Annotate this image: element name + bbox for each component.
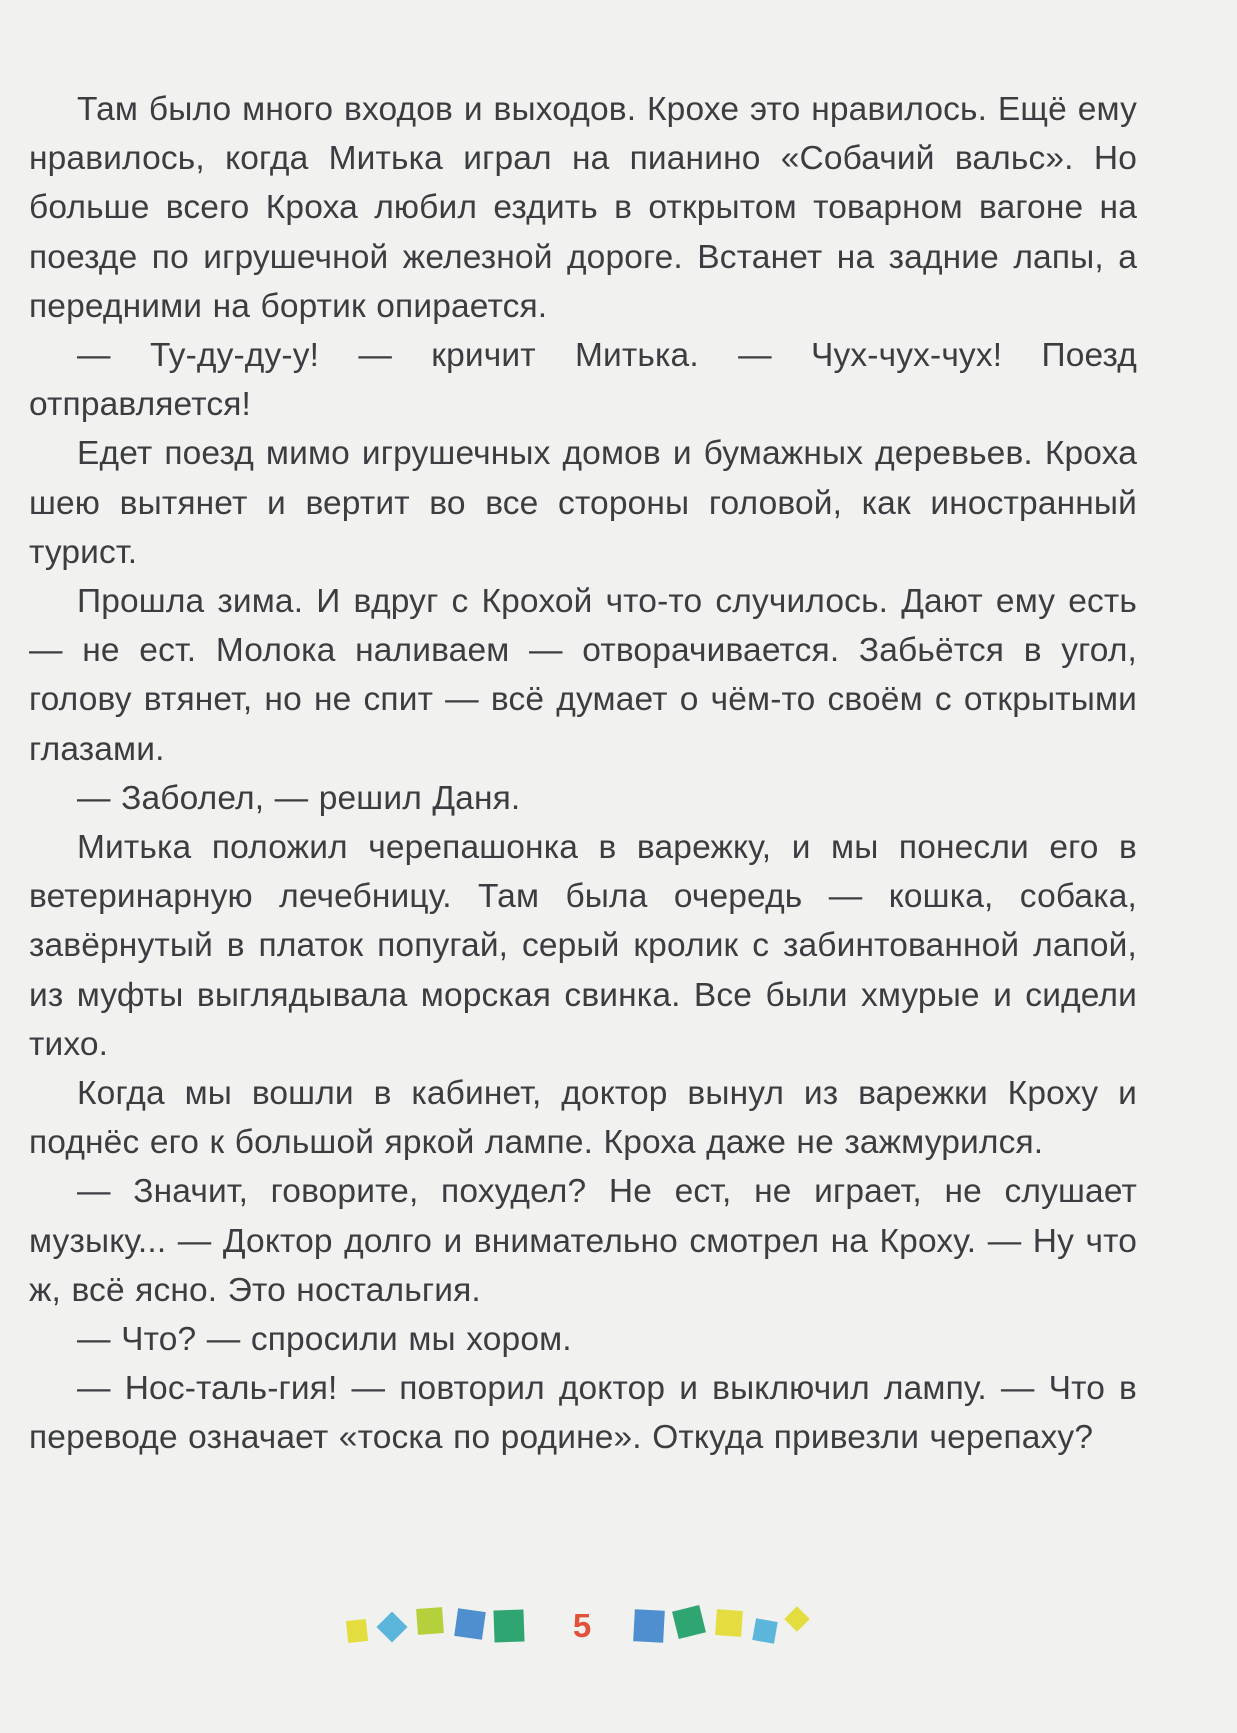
page-footer	[0, 1598, 1237, 1678]
decorative-square-left-3	[416, 1607, 444, 1635]
paragraph-5: — Заболел, — решил Даня.	[77, 779, 521, 817]
paragraph-1: Там было много входов и выходов. Крохе это нравилось. Ещё ему нравилось, когда Митька играл на пианино «Собачий вальс». Но больше всего Кроха любил ездить в открытом товарном вагоне на поезде по игрушечной железной дороге. Встанет на задние лапы, а передними на бортик опирается.	[29, 91, 1137, 325]
decorative-square-left-5	[493, 1609, 524, 1642]
paragraph-6: Митька положил черепашонка в варежку, и мы понесли его в ветеринарную лечебницу. Там была очередь — кошка, собака, завёрнутый в платок попугай, серый кролик с забинтованной лапой, из муфты выглядывала морская свинка. Все были хмурые и сидели тихо.	[29, 829, 1137, 1063]
decorative-square-right-4	[752, 1618, 777, 1643]
decorative-square-right-2	[672, 1605, 706, 1639]
page-text	[29, 85, 1137, 1463]
paragraph-9: — Что? — спросили мы хором.	[77, 1321, 572, 1359]
decorative-square-right-3	[715, 1609, 743, 1637]
paragraph-7: Когда мы вошли в кабинет, доктор вынул из варежки Кроху и поднёс его к большой яркой лампе. Кроха даже не зажмурился.	[29, 1075, 1137, 1162]
decorative-square-right-5	[784, 1606, 809, 1631]
paragraph-4: Прошла зима. И вдруг с Крохой что-то случилось. Дают ему есть — не ест. Молока наливаем — отворачивается. Забьётся в угол, голову втянет, но не спит — всё думает о чём-то своём с открытыми глазами.	[29, 583, 1137, 768]
decorative-square-right-1	[633, 1609, 665, 1643]
paragraph-10: — Нос-таль-гия! — повторил доктор и выключил лампу. — Что в переводе означает «тоска по родине». Откуда привезли черепаху?	[29, 1370, 1137, 1457]
decorative-square-left-4	[454, 1608, 486, 1640]
paragraph-8: — Значит, говорите, похудел? Не ест, не играет, не слушает музыку... — Доктор долго и внимательно смотрел на Кроху. — Ну что ж, всё ясно. Это ностальгия.	[29, 1173, 1137, 1309]
paragraph-2: — Ту-ду-ду-у! — кричит Митька. — Чух-чух-чух! Поезд отправляется!	[29, 337, 1137, 424]
decorative-square-left-2	[376, 1611, 407, 1642]
page-number: 5	[572, 1607, 592, 1644]
paragraph-3: Едет поезд мимо игрушечных домов и бумажных деревьев. Кроха шею вытянет и вертит во все стороны головой, как иностранный турист.	[29, 435, 1137, 571]
decorative-square-left-1	[346, 1619, 368, 1643]
